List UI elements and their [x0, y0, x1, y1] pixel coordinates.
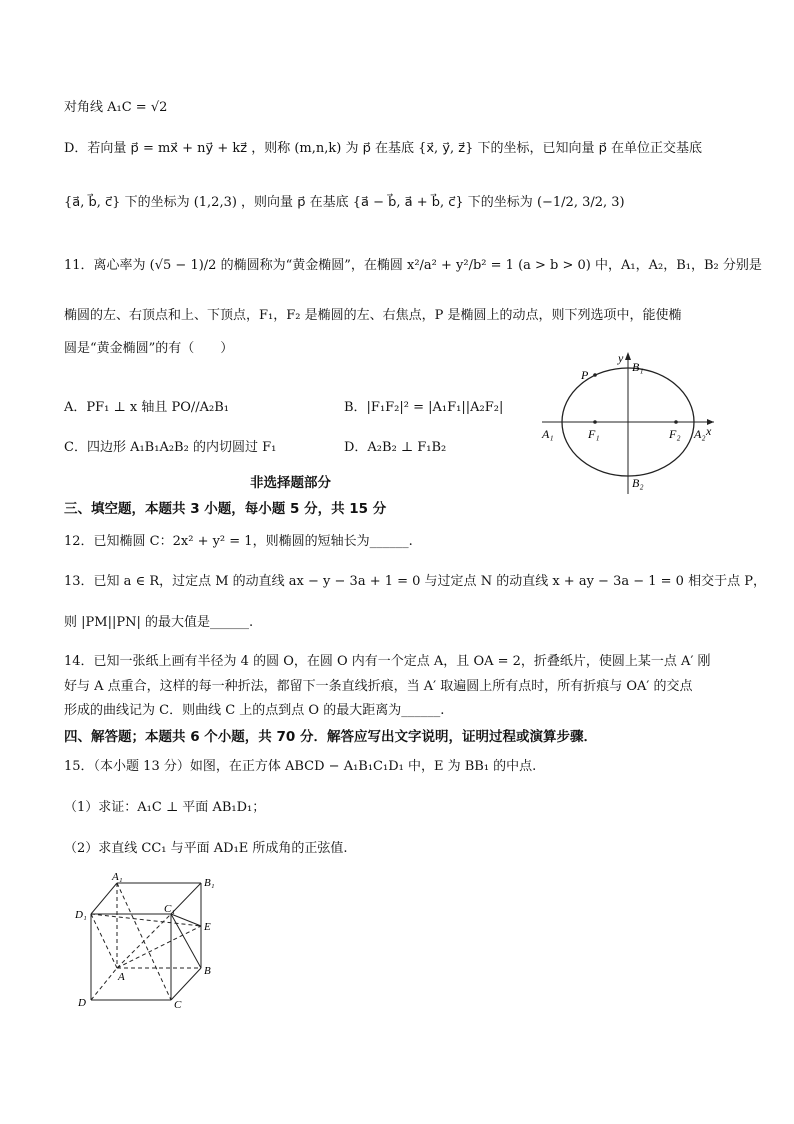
section-answer-questions: 四、解答题；本题共 6 个小题，共 70 分．解答应写出文字说明，证明过程或演算步骤．: [64, 729, 597, 745]
label-f1: F₁: [588, 427, 600, 441]
label-f2: F₂: [669, 427, 681, 441]
point-p: [593, 373, 597, 377]
q10-option-d-line2: {a⃗, b⃗, c⃗} 下的坐标为 (1,2,3) ，则向量 p⃗ 在基底 {a⃗ − b⃗, a⃗ + b⃗, c⃗} 下的坐标为 (−1/2, 3/2, 3): [64, 195, 625, 210]
label-c1: C₁: [164, 903, 176, 915]
cube-figure: [70, 870, 230, 1010]
q11-stem-line3: 圆是“黄金椭圆”的有（ ）: [64, 341, 234, 356]
q11-option-a: A．PF₁ ⊥ x 轴且 PO//A₂B₁: [64, 400, 229, 415]
q14-line2: 好与 A 点重合，这样的每一种折法，都留下一条直线折痕，当 A′ 取遍圆上所有点时，所有折痕与 OA′ 的交点: [64, 679, 693, 694]
label-b2: B₂: [632, 476, 644, 490]
q15-stem: 15．（本小题 13 分）如图，在正方体 ABCD − A₁B₁C₁D₁ 中，E 为 BB₁ 的中点.: [64, 759, 537, 774]
q11-option-c: C．四边形 A₁B₁A₂B₂ 的内切圆过 F₁: [64, 440, 277, 455]
label-b1: B₁: [204, 877, 215, 889]
label-d1: D₁: [75, 909, 87, 921]
label-y: y: [618, 351, 624, 365]
label-b: B: [204, 965, 211, 977]
ellipse-figure: [538, 348, 728, 498]
label-b1: B₁: [632, 360, 644, 374]
q10-diagonal-line: 对角线 A₁C = √2: [64, 100, 168, 115]
q12-text: 12．已知椭圆 C：2x² + y² = 1，则椭圆的短轴长为______.: [64, 534, 413, 549]
section-nonchoice: 非选择题部分: [250, 475, 331, 491]
q13-line1: 13．已知 a ∈ R，过定点 M 的动直线 ax − y − 3a + 1 = 0 与过定点 N 的动直线 x + ay − 3a − 1 = 0 相交于点 P，: [64, 574, 766, 589]
q13-line2: 则 |PM||PN| 的最大值是______.: [64, 615, 254, 630]
label-c: C: [174, 999, 182, 1010]
point-f1: [593, 420, 597, 424]
label-x: x: [706, 424, 712, 438]
q15-part1: （1）求证：A₁C ⊥ 平面 AB₁D₁；: [64, 800, 266, 815]
point-f2: [674, 420, 678, 424]
q15-part2: （2）求直线 CC₁ 与平面 AD₁E 所成角的正弦值.: [64, 841, 348, 856]
label-d: D: [78, 997, 86, 1009]
label-a: A: [118, 971, 125, 983]
q11-option-d: D．A₂B₂ ⊥ F₁B₂: [344, 440, 447, 455]
q11-stem-line2: 椭圆的左、右顶点和上、下顶点，F₁，F₂ 是椭圆的左、右焦点，P 是椭圆上的动点，则下列选项中，能使椭: [64, 308, 682, 323]
q14-line1: 14．已知一张纸上画有半径为 4 的圆 O，在圆 O 内有一个定点 A，且 OA = 2，折叠纸片，使圆上某一点 A′ 刚: [64, 654, 711, 669]
label-a1: A₁: [112, 871, 123, 883]
q11-stem-line1: 11．离心率为 (√5 − 1)/2 的椭圆称为“黄金椭圆”，在椭圆 x²/a² + y²/b² = 1 (a > b > 0) 中，A₁，A₂，B₁，B₂ 分别是: [64, 258, 762, 273]
label-p: P: [581, 368, 589, 382]
section-fill-in: 三、填空题，本题共 3 小题，每小题 5 分，共 15 分: [64, 501, 387, 517]
q11-option-b: B．|F₁F₂|² = |A₁F₁||A₂F₂|: [344, 400, 504, 415]
q14-line3: 形成的曲线记为 C．则曲线 C 上的点到点 O 的最大距离为______.: [64, 703, 445, 718]
label-a1: A₁: [542, 427, 554, 441]
label-a2: A₂: [694, 427, 706, 441]
q10-option-d-line1: D．若向量 p⃗ = mx⃗ + ny⃗ + kz⃗ ，则称 (m,n,k) 为 p⃗ 在基底 {x⃗, y⃗, z⃗} 下的坐标，已知向量 p⃗ 在单位正交基底: [64, 141, 703, 156]
label-e: E: [204, 921, 211, 933]
